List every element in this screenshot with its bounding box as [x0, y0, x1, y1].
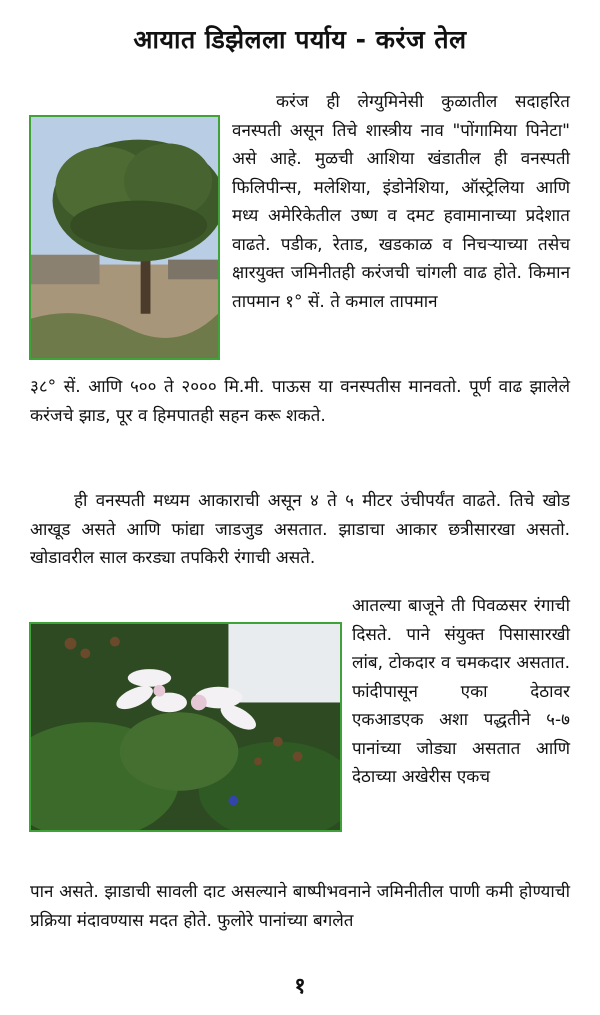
paragraph-2-beside-image: आतल्या बाजूने ती पिवळसर रंगाची दिसते. पाने संयुक्त पिसासारखी लांब, टोकदार व चमकदार असतात. फांदीपासून एका देठावर एकआडएक अशा पद्धतीने ५-७ पानांच्या जोड्या असतात आणि देठाच्या अखेरीस एकच: [352, 596, 570, 787]
page-number: १: [294, 974, 306, 999]
paragraph-2-end: पान असते. झाडाची सावली दाट असल्याने बाष्पीभवनाने जमिनीतील पाणी कमी होण्याची प्रक्रिया मंदावण्यास मदत होते. फुलोरे पानांच्या बगलेत: [30, 882, 570, 931]
page-title: आयात डिझेलला पर्याय - करंज तेल: [133, 25, 467, 54]
tree-photo: [29, 115, 220, 360]
flower-photo: [29, 622, 342, 832]
flower-image: [31, 624, 340, 830]
paragraph-2: ही वनस्पती मध्यम आकाराची असून ४ ते ५ मीटर उंचीपर्यंत वाढते. तिचे खोड आखूड असते आणि फांद्या जाडजुड असतात. झाडाचा आकार छत्रीसारखा असतो. खोडावरील साल करड्या तपकिरी रंगाची असते.: [30, 491, 570, 568]
paragraph-1-continued: ३८° सें. आणि ५०० ते २००० मि.मी. पाऊस या वनस्पतीस मानवतो. पूर्ण वाढ झालेले करंजचे झाड, पूर व हिमपातही सहन करू शकते.: [30, 377, 570, 426]
paragraph-1-beside-image: करंज ही लेग्युमिनेसी कुळातील सदाहरित वनस्पती असून तिचे शास्त्रीय नाव "पोंगामिया पिनेटा" असे आहे. मुळची आशिया खंडातील ही वनस्पती फिलिपीन्स, मलेशिया, इंडोनेशिया, ऑस्ट्रेलिया आणि मध्य अमेरिकेतील उष्ण व दमट हवामानाच्या प्रदेशात वाढते. पडीक, रेताड, खडकाळ व निचऱ्याच्या तसेच क्षारयुक्त जमिनीतही करंजची चांगली वाढ होते. किमान तापमान १° सें. ते कमाल तापमान: [232, 92, 570, 312]
tree-image: [31, 117, 218, 358]
